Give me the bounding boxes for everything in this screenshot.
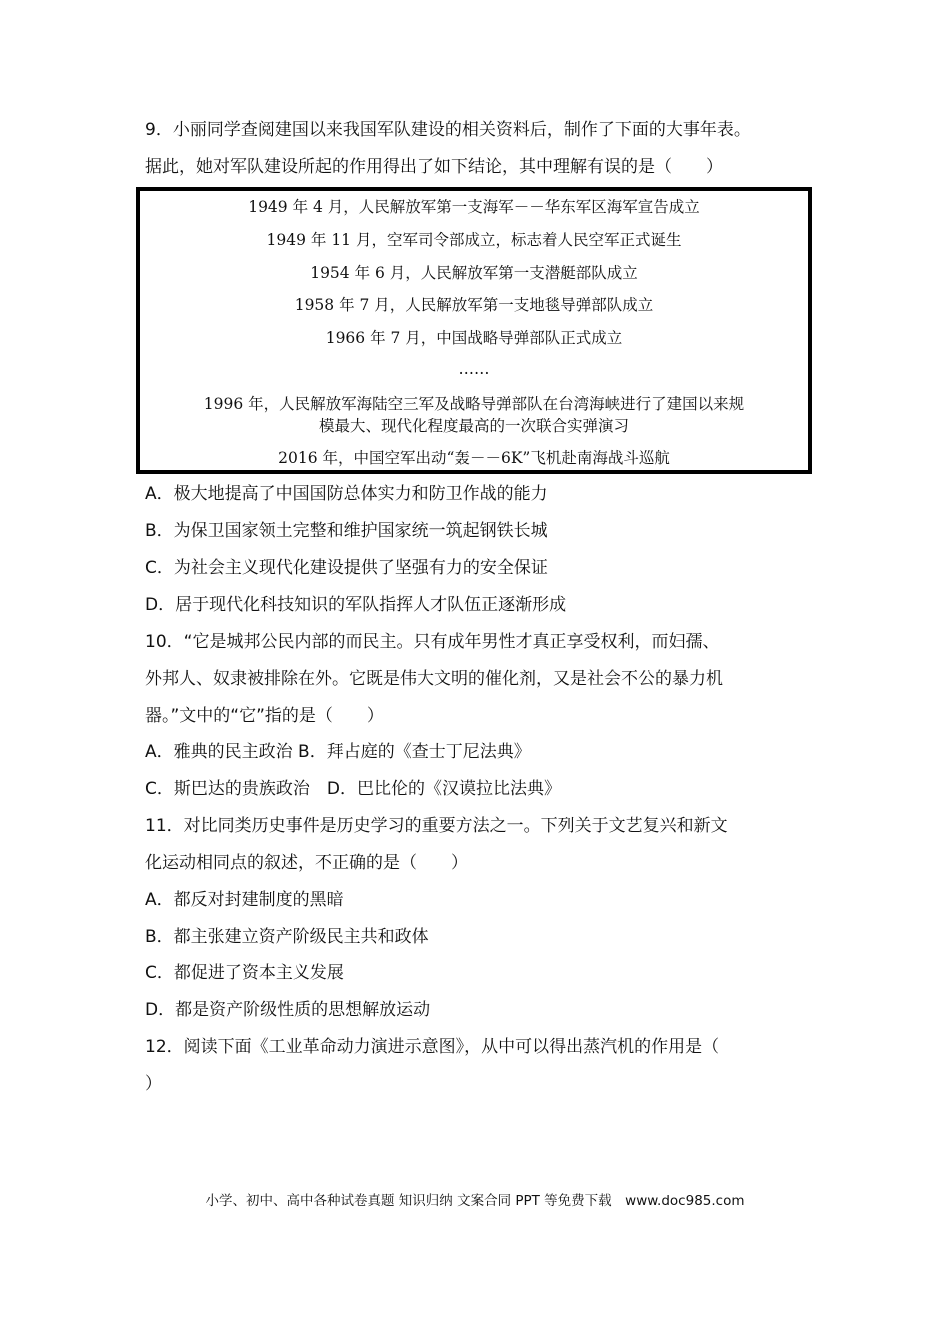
timeline-ellipsis: …… bbox=[458, 360, 490, 378]
q11-option-b: B．都主张建立资产阶级民主共和政体 bbox=[145, 927, 429, 947]
q9-stem-line-2: 据此，她对军队建设所起的作用得出了如下结论，其中理解有误的是（ ） bbox=[145, 157, 723, 177]
timeline-entry: 1966 年 7 月，中国战略导弹部队正式成立 bbox=[325, 329, 623, 347]
timeline-entry: 1954 年 6 月，人民解放军第一支潜艇部队成立 bbox=[310, 264, 638, 282]
timeline-entry: 1949 年 4 月，人民解放军第一支海军－－华东军区海军宣告成立 bbox=[248, 198, 700, 216]
timeline-entry: 1996 年，人民解放军海陆空三军及战略导弹部队在台湾海峡进行了建国以来规 bbox=[203, 395, 745, 413]
q11-option-a: A．都反对封建制度的黑暗 bbox=[145, 890, 344, 910]
q12-stem-line-1: 12．阅读下面《工业革命动力演进示意图》，从中可以得出蒸汽机的作用是（ bbox=[145, 1037, 720, 1057]
q11-stem-line-1: 11．对比同类历史事件是历史学习的重要方法之一。下列关于文艺复兴和新文 bbox=[145, 816, 728, 836]
q11-option-d: D．都是资产阶级性质的思想解放运动 bbox=[145, 1000, 431, 1020]
timeline-entry: 2016 年，中国空军出动“轰－－6K”飞机赴南海战斗巡航 bbox=[278, 449, 670, 467]
page-footer: 小学、初中、高中各种试卷真题 知识归纳 文案合同 PPT 等免费下载 www.doc985.com bbox=[205, 1193, 745, 1209]
q12-stem-line-2: ） bbox=[145, 1074, 162, 1094]
q11-stem-line-2: 化运动相同点的叙述，不正确的是（ ） bbox=[145, 853, 468, 873]
q10-stem-line-2: 外邦人、奴隶被排除在外。它既是伟大文明的催化剂，又是社会不公的暴力机 bbox=[145, 669, 723, 689]
q9-timeline-box bbox=[136, 187, 812, 474]
q10-stem-line-1: 10．“它是城邦公民内部的而民主。只有成年男性才真正享受权利，而妇孺、 bbox=[145, 632, 720, 652]
q9-option-a: A．极大地提高了中国国防总体实力和防卫作战的能力 bbox=[145, 484, 548, 504]
q10-options-cd: C．斯巴达的贵族政治 D．巴比伦的《汉谟拉比法典》 bbox=[145, 779, 561, 799]
q11-option-c: C．都促进了资本主义发展 bbox=[145, 963, 344, 983]
q10-stem-line-3: 器。”文中的“它”指的是（ ） bbox=[145, 706, 384, 726]
timeline-entry: 1958 年 7 月，人民解放军第一支地毯导弹部队成立 bbox=[294, 296, 654, 314]
timeline-entry: 1949 年 11 月，空军司令部成立，标志着人民空军正式诞生 bbox=[266, 231, 682, 249]
q9-option-d: D．居于现代化科技知识的军队指挥人才队伍正逐渐形成 bbox=[145, 595, 567, 615]
q9-stem-line-1: 9．小丽同学查阅建国以来我国军队建设的相关资料后，制作了下面的大事年表。 bbox=[145, 120, 751, 140]
q9-option-c: C．为社会主义现代化建设提供了坚强有力的安全保证 bbox=[145, 558, 548, 578]
q9-option-b: B．为保卫国家领土完整和维护国家统一筑起钢铁长城 bbox=[145, 521, 548, 541]
q10-options-ab: A．雅典的民主政治 B．拜占庭的《查士丁尼法典》 bbox=[145, 742, 531, 762]
timeline-entry-continued: 模最大、现代化程度最高的一次联合实弹演习 bbox=[318, 417, 629, 435]
